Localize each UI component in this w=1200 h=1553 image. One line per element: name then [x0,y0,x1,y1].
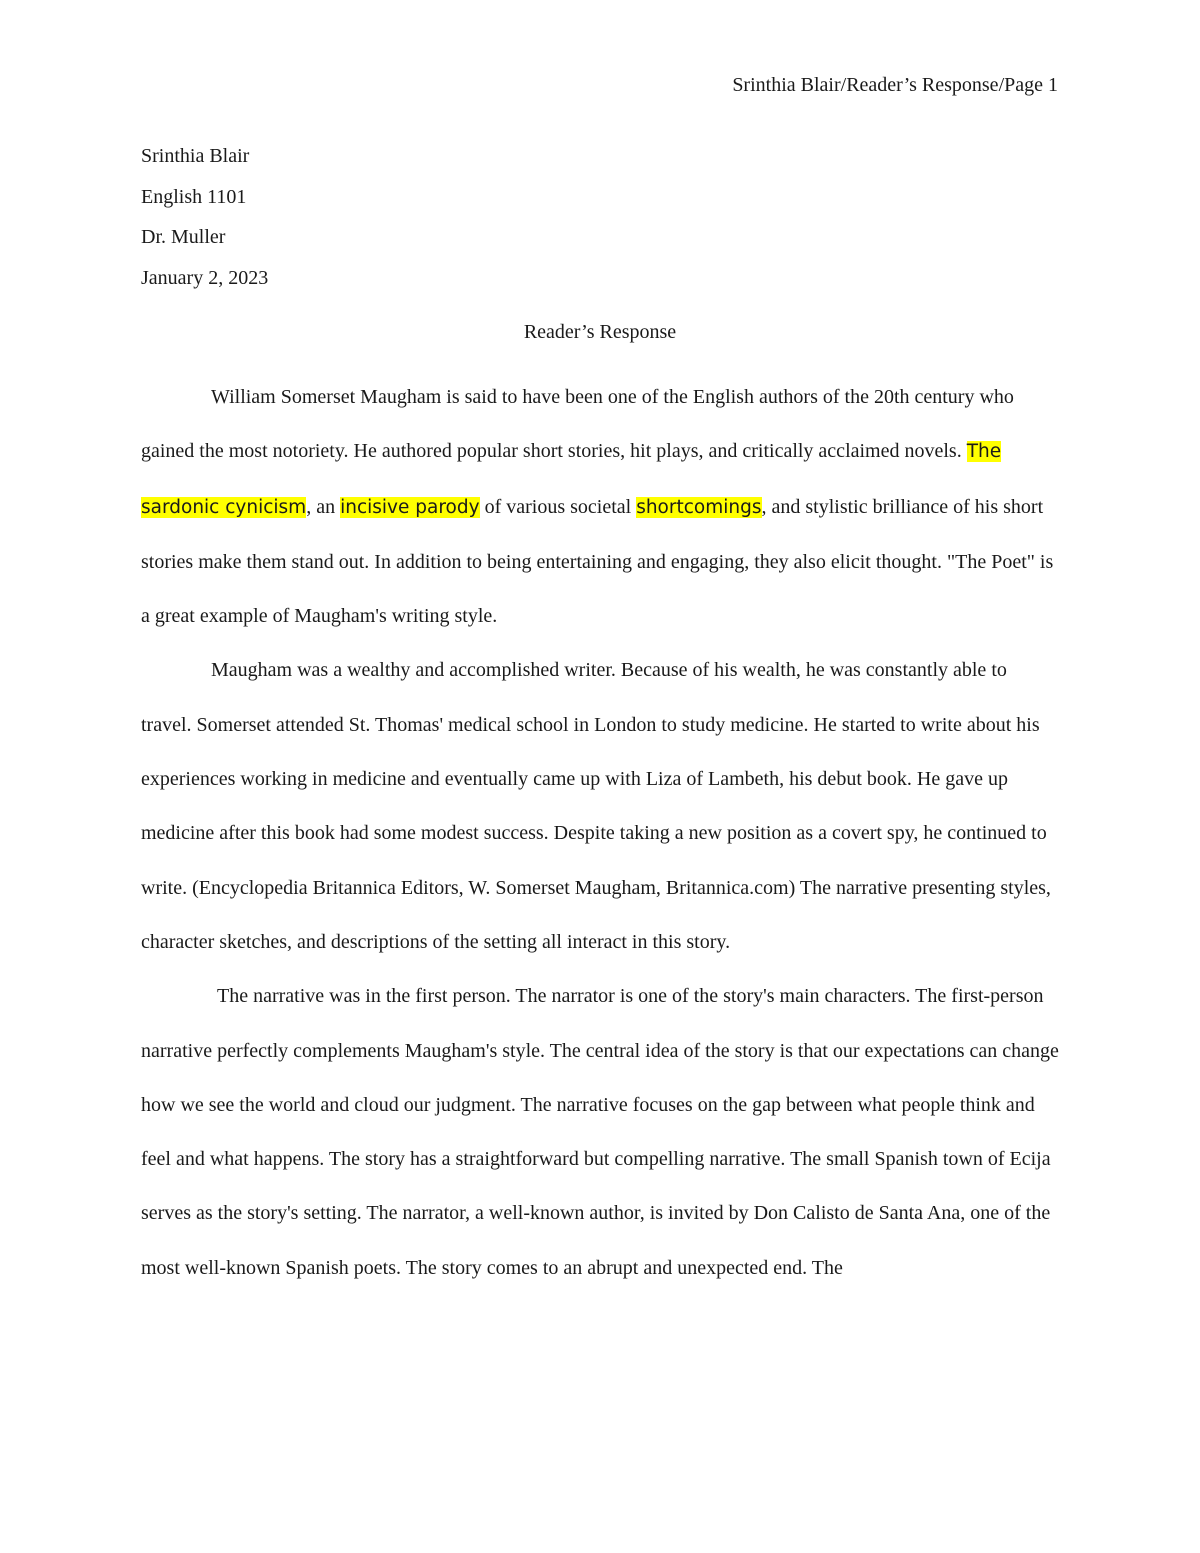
paragraph-1-text-b: , an [306,495,341,518]
highlighted-phrase: shortcomings [636,496,762,518]
author-name: Srinthia Blair [141,145,250,167]
running-head: Srinthia Blair/Reader’s Response/Page 1 [732,74,1058,96]
paragraph-1-text-d: , and stylistic brilliance of his short stories make them stand out. In addition to being entertaining and engaging, they also elicit thought. "The Poet" is a great example of Maugham's writing style. [141,495,1054,628]
paragraph-3: The narrative was in the first person. The narrator is one of the story's main characters. The first-person narrative perfectly complements Maugham's style. The central idea of the story is that our expectations can change how we see the world and cloud our judgment. The narrative focuses on the gap between what people think and feel and what happens. The story has a straightforward but compelling narrative. The small Spanish town of Ecija serves as the story's setting. The narrator, a well-known author, is invited by Don Calisto de Santa Ana, one of the most well-known Spanish poets. The story comes to an abrupt and unexpected end. The [141,985,1059,1279]
highlighted-phrase: incisive parody [340,496,480,518]
highlighted-phrase: The sardonic cynicism [141,441,1002,518]
essay-date: January 2, 2023 [141,266,269,289]
essay-body [141,370,1061,1295]
paragraph-2: Maugham was a wealthy and accomplished writer. Because of his wealth, he was constantly able to travel. Somerset attended St. Thomas' medical school in London to study medicine. He started to write about his experiences working in medicine and eventually came up with Liza of Lambeth, his debut book. He gave up medicine after this book had some modest success. Despite taking a new position as a covert spy, he continued to write. (Encyclopedia Britannica Editors, W. Somerset Maugham, Britannica.com) The narrative presenting styles, character sketches, and descriptions of the setting all interact in this story. [141,659,1051,953]
instructor-name: Dr. Muller [141,226,226,248]
paragraph-1 [141,370,1061,643]
paragraph-1-text-a: William Somerset Maugham is said to have been one of the English authors of the 20th century who gained the most notoriety. He authored popular short stories, hit plays, and critically acclaimed novels. [141,386,1014,463]
mla-heading [141,142,1061,304]
essay-title: Reader’s Response [523,321,677,343]
course-name: English 1101 [141,185,247,208]
paragraph-1-text-c: of various societal [479,495,637,518]
